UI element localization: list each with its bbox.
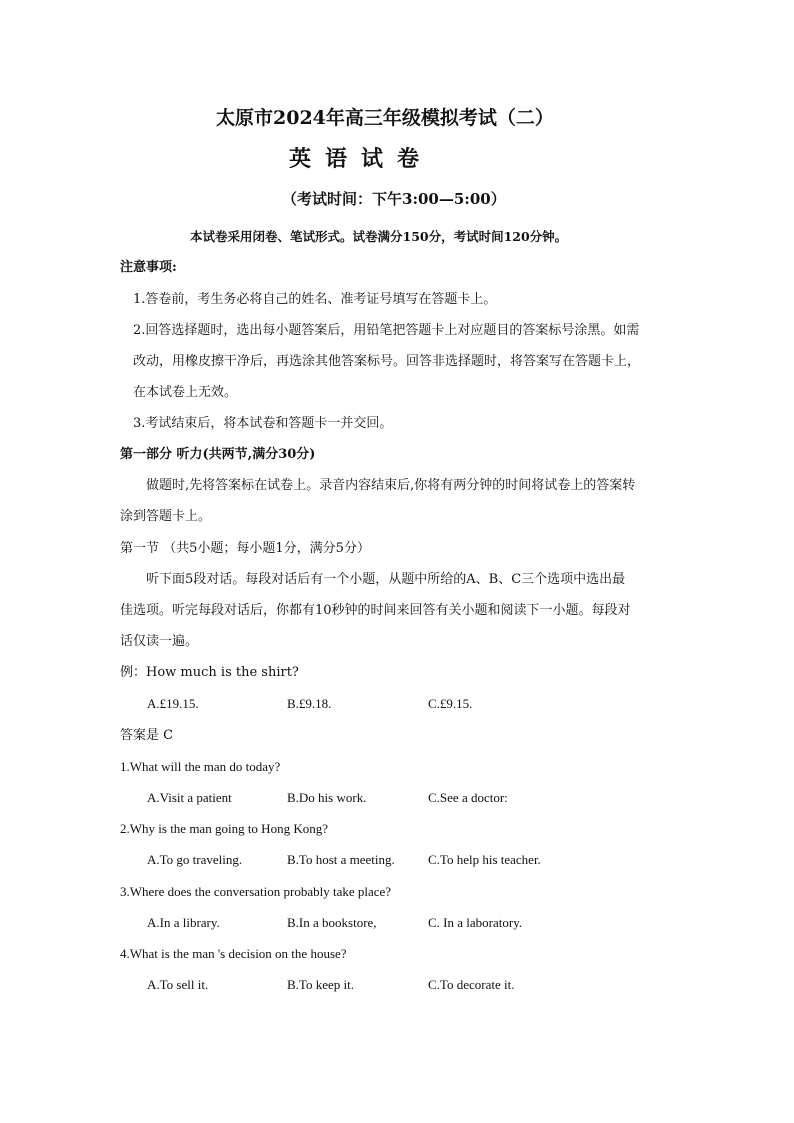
part1-intro: 做题时,先将答案标在试卷上。录音内容结束后,你将有两分钟的时间将试卷上的答案转 <box>146 478 636 493</box>
question-option-a: A.Visit a patient <box>147 790 232 805</box>
question-option-c: C.See a doctor: <box>428 790 508 805</box>
example-option-b: B.£9.18. <box>287 696 332 711</box>
example-option-a: A.£19.15. <box>147 696 199 711</box>
instruction-item: 2.回答选择题时，选出每小题答案后，用铅笔把答题卡上对应题目的答案标号涂黑。如需 <box>133 323 640 338</box>
section1-description: 话仅读一遍。 <box>120 634 199 649</box>
section1-description: 听下面5段对话。每段对话后有一个小题，从题中所给的A、B、C三个选项中选出最 <box>146 572 626 587</box>
example-option-c: C.£9.15. <box>428 696 473 711</box>
exam-notice: 本试卷采用闭卷、笔试形式。试卷满分150分，考试时间120分钟。 <box>190 229 568 244</box>
part1-intro: 涂到答题卡上。 <box>120 509 212 524</box>
question-option-c: C.To help his teacher. <box>428 852 541 867</box>
instruction-item: 1.答卷前，考生务必将自己的姓名、准考证号填写在答题卡上。 <box>133 292 497 307</box>
question-option-b: B.Do his work. <box>287 790 367 805</box>
instruction-item: 3.考试结束后，将本试卷和答题卡一并交回。 <box>133 416 393 431</box>
section1-heading: 第一节 （共5小题；每小题1分，满分5分） <box>120 541 370 556</box>
part1-heading: 第一部分 听力(共两节,满分30分) <box>120 447 316 462</box>
section1-description: 佳选项。听完每段对话后，你都有10秒钟的时间来回答有关小题和阅读下一小题。每段对 <box>120 603 631 618</box>
question-option-c: C.To decorate it. <box>428 977 515 992</box>
subject-title: 英语试卷 <box>289 146 434 172</box>
instruction-item: 改动，用橡皮擦干净后，再选涂其他答案标号。回答非选择题时，将答案写在答题卡上， <box>133 354 641 369</box>
question-option-b: B.To keep it. <box>287 977 354 992</box>
instructions-heading: 注意事项: <box>120 260 177 275</box>
question-option-b: B.In a bookstore, <box>287 915 377 930</box>
question-option-a: A.In a library. <box>147 915 220 930</box>
instruction-item: 在本试卷上无效。 <box>133 385 238 400</box>
example-question: 例：How much is the shirt? <box>120 665 299 680</box>
exam-title: 太原市2024年高三年级模拟考试（二） <box>216 107 554 129</box>
question-option-c: C. In a laboratory. <box>428 915 523 930</box>
example-answer: 答案是 C <box>120 728 174 743</box>
question-text: 4.What is the man 's decision on the house? <box>120 946 347 961</box>
question-text: 1.What will the man do today? <box>120 759 281 774</box>
question-option-b: B.To host a meeting. <box>287 852 395 867</box>
question-text: 2.Why is the man going to Hong Kong? <box>120 821 328 836</box>
question-text: 3.Where does the conversation probably take place? <box>120 884 392 899</box>
question-option-a: A.To go traveling. <box>147 852 243 867</box>
question-option-a: A.To sell it. <box>147 977 209 992</box>
exam-time: （考试时间：下午3:00—5:00） <box>282 190 506 208</box>
